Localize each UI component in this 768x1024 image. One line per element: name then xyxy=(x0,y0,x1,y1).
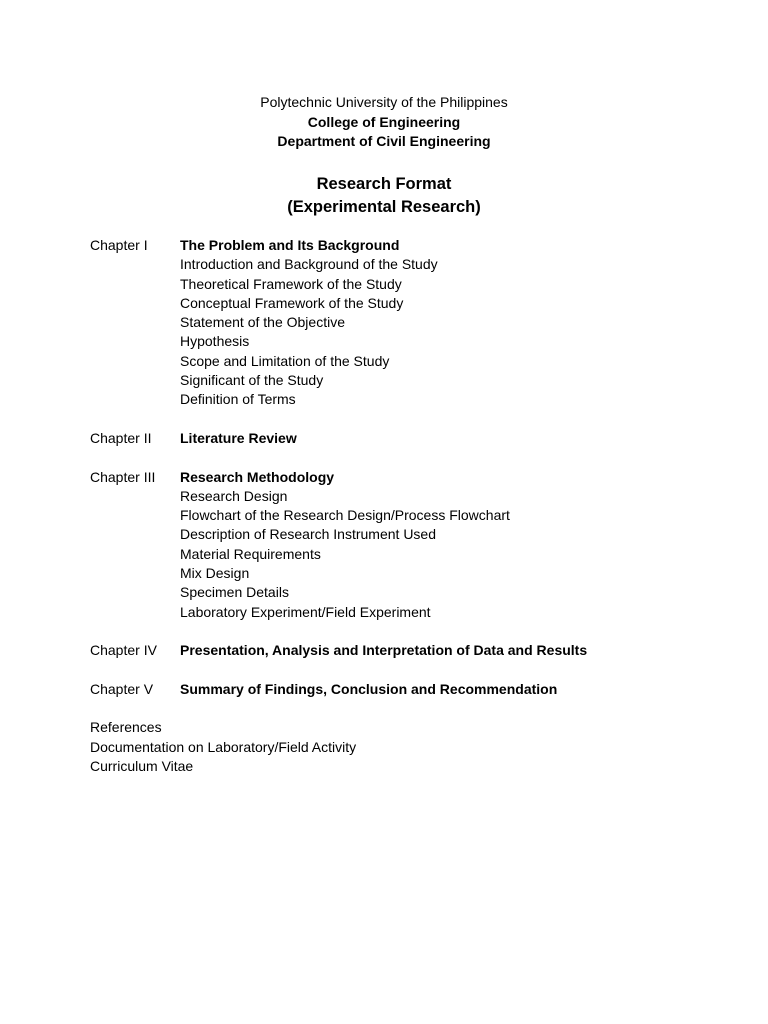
list-item: Specimen Details xyxy=(180,584,289,601)
chapter-3 xyxy=(90,468,730,622)
appendix-item: Curriculum Vitae xyxy=(90,758,194,775)
appendix-item: Documentation on Laboratory/Field Activity xyxy=(90,738,357,755)
list-item: Material Requirements xyxy=(180,545,321,562)
department-name: Department of Civil Engineering xyxy=(277,133,491,149)
chapter-heading: Summary of Findings, Conclusion and Recommendation xyxy=(180,680,558,697)
list-item: Definition of Terms xyxy=(180,391,296,408)
chapter-label: Chapter II xyxy=(90,429,152,446)
chapter-5 xyxy=(90,680,730,699)
chapter-label: Chapter V xyxy=(90,680,154,697)
list-item: Flowchart of the Research Design/Process Flowchart xyxy=(180,507,510,524)
document-header xyxy=(0,93,768,152)
list-item: Conceptual Framework of the Study xyxy=(180,294,404,311)
list-item: Scope and Limitation of the Study xyxy=(180,352,390,369)
chapter-body xyxy=(180,680,730,699)
chapter-heading: Literature Review xyxy=(180,429,297,446)
list-item: Statement of the Objective xyxy=(180,314,345,331)
university-name: Polytechnic University of the Philippines xyxy=(260,94,508,110)
appendices-list xyxy=(90,718,730,776)
chapter-label: Chapter IV xyxy=(90,642,157,659)
list-item: Significant of the Study xyxy=(180,372,324,389)
document-title xyxy=(0,173,768,218)
chapter-4 xyxy=(90,641,730,660)
title-line-1: Research Format xyxy=(316,175,452,193)
college-name: College of Engineering xyxy=(307,113,461,130)
chapter-2 xyxy=(90,429,730,448)
chapter-body xyxy=(180,641,730,660)
title-line-2: (Experimental Research) xyxy=(287,197,481,216)
list-item: Research Design xyxy=(180,487,288,504)
list-item: Introduction and Background of the Study xyxy=(180,256,438,273)
appendix-item: References xyxy=(90,719,162,736)
list-item: Description of Research Instrument Used xyxy=(180,526,436,543)
chapter-body xyxy=(180,468,730,622)
chapter-label: Chapter III xyxy=(90,468,156,485)
chapter-body xyxy=(180,429,730,448)
list-item: Mix Design xyxy=(180,565,250,582)
research-outline xyxy=(90,236,730,776)
list-item: Hypothesis xyxy=(180,333,250,350)
chapter-heading: Presentation, Analysis and Interpretation of Data and Results xyxy=(180,642,588,659)
list-item: Theoretical Framework of the Study xyxy=(180,275,402,292)
list-item: Laboratory Experiment/Field Experiment xyxy=(180,603,431,620)
chapter-label: Chapter I xyxy=(90,237,148,253)
chapter-heading: The Problem and Its Background xyxy=(180,237,400,253)
chapter-1 xyxy=(90,236,730,410)
chapter-body xyxy=(180,236,730,410)
chapter-heading: Research Methodology xyxy=(180,468,335,485)
